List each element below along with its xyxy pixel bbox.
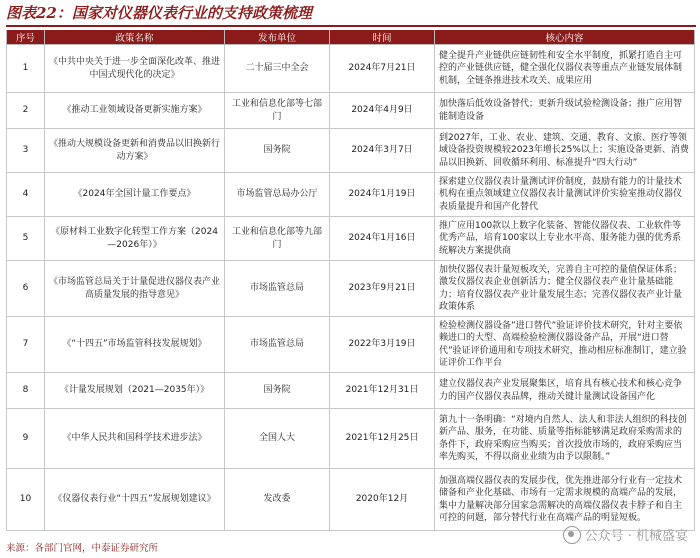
row-no: 5 [7,217,45,261]
row-content: 推广应用100款以上数字化装备、智能仪器仪表、工业软件等优秀产品，培育100家以上专业水平高、服务能力强的优秀系统解决方案提供商 [435,217,695,261]
row-issuer: 市场监管总局 [225,317,330,373]
table-row [7,217,695,261]
row-issuer: 二十届三中全会 [225,45,330,93]
wechat-icon [563,526,581,544]
row-content: 第九十一条明确：“对境内自然人、法人和非法人组织的科技创新产品、服务，在功能、质量等指标能够满足政府采购需求的条件下，政府采购应当购买；首次投放市场的，政府采购应当率先购买，不得以商业业绩为由予以限制。” [435,409,695,469]
table-row [7,45,695,93]
header-policy-name: 政策名称 [45,30,225,45]
row-date: 2024年3月7日 [330,129,435,173]
row-content: 加快落后低效设备替代；更新升级试验检测设备；推广应用智能制造设备 [435,93,695,129]
row-policy-name: 《2024年全国计量工作要点》 [45,173,225,217]
table-row [7,261,695,317]
row-content: 检验检测仪器设备”进口替代”验证评价技术研究，针对主要依赖进口的大型、高端检验检测仪器设备产品，开展“进口替代”验证评价通用和专项技术研究，推动相应标准制订，建立验证评价工作平台 [435,317,695,373]
row-content: 健全提升产业链供应链韧性和安全水平制度，抓紧打造自主可控的产业链供应链，健全强化仪器仪表等重点产业链发展体制机制，全链条推进技术攻关、成果应用 [435,45,695,93]
row-policy-name: 《计量发展规划（2021—2035年）》 [45,373,225,409]
row-date: 2024年4月9日 [330,93,435,129]
table-row [7,469,695,531]
row-no: 4 [7,173,45,217]
header-issuer: 发布单位 [225,30,330,45]
row-no: 9 [7,409,45,469]
row-content: 建立仪器仪表产业发展聚集区，培育具有核心技术和核心竞争力的国产仪器仪表品牌，推动关键计量测试设备国产化 [435,373,695,409]
row-content: 加强高端仪器仪表的发展步伐，优先推进部分行业有一定技术储备和产业化基础、市场有一定需求规模的高端产品的发展，集中力量解决部分国家急需解决的高端仪器仪表卡脖子和自主可控的问题，部分替代行业在高端产品的明显短板。 [435,469,695,531]
row-content: 探索建立仪器仪表计量测试评价制度，鼓励有能力的计量技术机构在重点领域建立仪器仪表计量测试评价实验室推动仪器仪表质量提升和国产化替代 [435,173,695,217]
row-issuer: 市场监管总局 [225,261,330,317]
policy-table [6,30,695,531]
row-date: 2023年9月21日 [330,261,435,317]
table-row [7,317,695,373]
row-date: 2021年12月25日 [330,409,435,469]
row-issuer: 工业和信息化部等七部门 [225,93,330,129]
watermark [563,525,688,544]
row-date: 2022年3月19日 [330,317,435,373]
table-header-row [7,30,695,45]
row-issuer: 工业和信息化部等九部门 [225,217,330,261]
row-issuer: 国务院 [225,373,330,409]
table-row [7,93,695,129]
row-policy-name: 《推动工业领域设备更新实施方案》 [45,93,225,129]
row-no: 1 [7,45,45,93]
header-no: 序号 [7,30,45,45]
row-policy-name: 《“十四五”市场监管科技发展规划》 [45,317,225,373]
table-row [7,129,695,173]
source-note: 来源：各部门官网，中泰证券研究所 [6,543,159,554]
row-no: 2 [7,93,45,129]
row-policy-name: 《仪器仪表行业“十四五”发展规划建议》 [45,469,225,531]
row-no: 3 [7,129,45,173]
row-policy-name: 《中华人民共和国科学技术进步法》 [45,409,225,469]
header-content: 核心内容 [435,30,695,45]
row-content: 加快仪器仪表计量短板攻关，完善自主可控的量值保证体系；激发仪器仪表企业创新活力；健全仪器仪表产业计量基础能力；培育仪器仪表产业计量发展生态；完善仪器仪表产业计量政策体系 [435,261,695,317]
row-no: 10 [7,469,45,531]
row-date: 2024年1月19日 [330,173,435,217]
row-no: 8 [7,373,45,409]
row-issuer: 国务院 [225,129,330,173]
row-issuer: 市场监管总局办公厅 [225,173,330,217]
table-row [7,409,695,469]
title-bar [6,3,696,27]
row-date: 2024年1月16日 [330,217,435,261]
row-policy-name: 《推动大规模设备更新和消费品以旧换新行动方案》 [45,129,225,173]
row-date: 2020年12月 [330,469,435,531]
table-row [7,173,695,217]
row-date: 2021年12月31日 [330,373,435,409]
row-issuer: 发改委 [225,469,330,531]
title-underline [6,25,696,27]
row-policy-name: 《原材料工业数字化转型工作方案（2024—2026年）》 [45,217,225,261]
row-issuer: 全国人大 [225,409,330,469]
row-policy-name: 《市场监管总局关于计量促进仪器仪表产业高质量发展的指导意见》 [45,261,225,317]
row-no: 6 [7,261,45,317]
row-date: 2024年7月21日 [330,45,435,93]
row-no: 7 [7,317,45,373]
table-row [7,373,695,409]
row-policy-name: 《中共中央关于进一步全面深化改革、推进中国式现代化的决定》 [45,45,225,93]
header-date: 时间 [330,30,435,45]
watermark-text: 公众号 · 机械盛宴 [584,529,688,544]
row-content: 到2027年，工业、农业、建筑、交通、教育、文旅、医疗等领域设备投资规模较2023年增长25%以上；实施设备更新、消费品以旧换新、回收循环利用、标准提升“四大行动” [435,129,695,173]
figure-title: 图表22：国家对仪器仪表行业的支持政策梳理 [6,4,312,22]
